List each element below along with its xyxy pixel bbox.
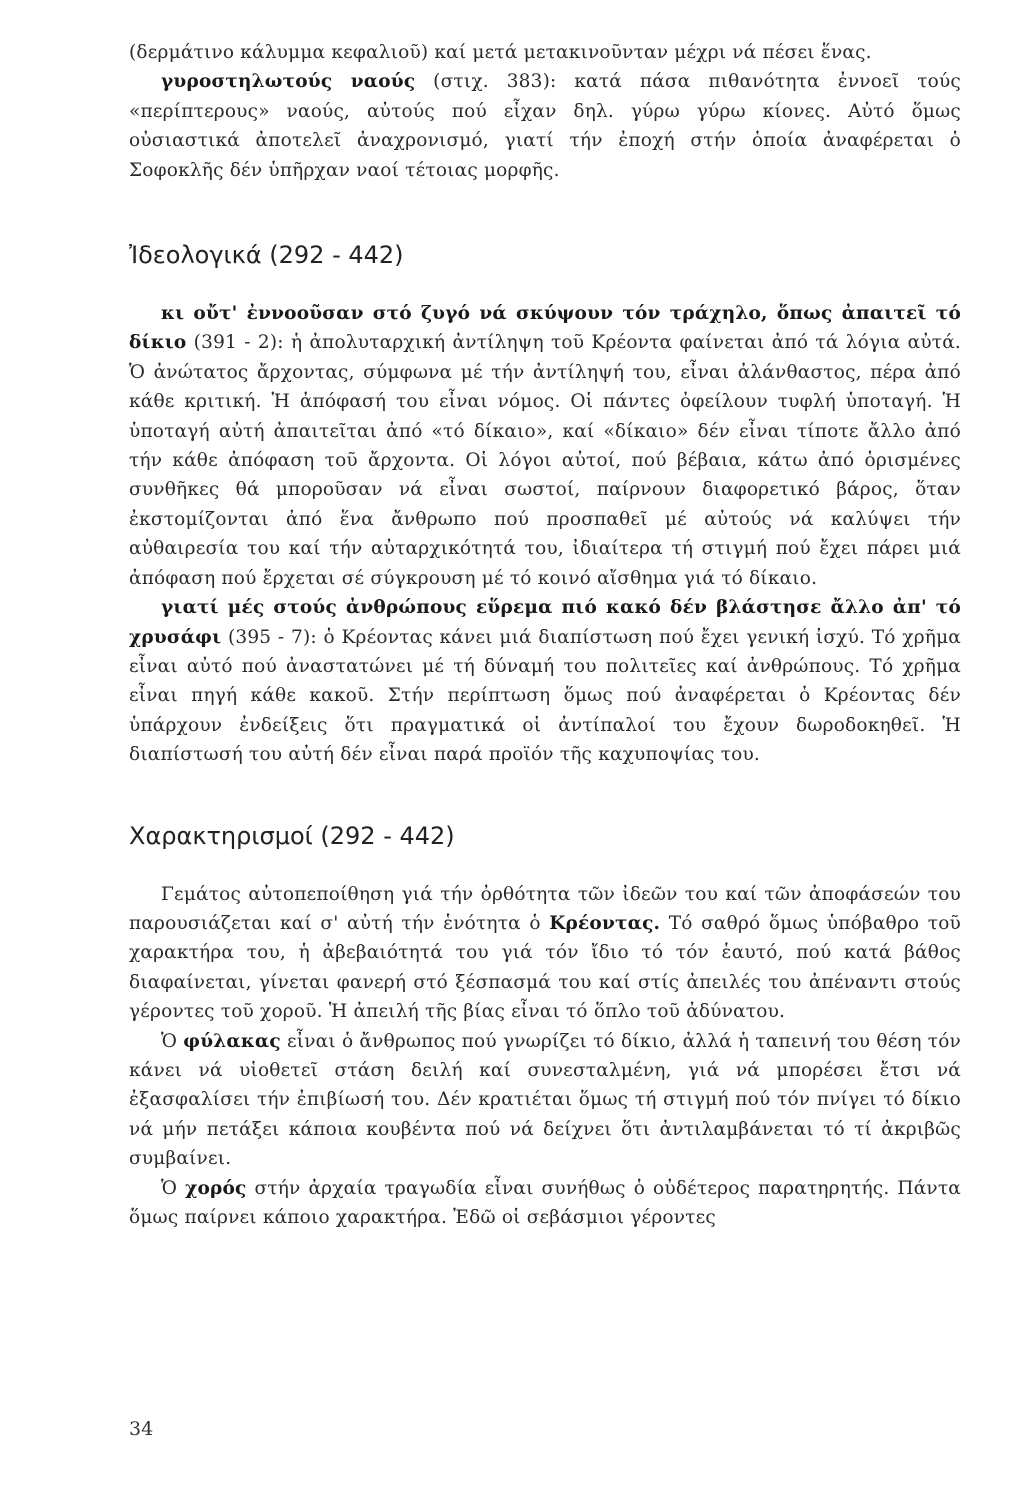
- gloss-paragraph-naous: [129, 67, 961, 185]
- paragraph-text: στήν ἀρχαία τραγωδία εἶναι συνήθως ὁ οὐδέτερος παρατηρητής. Πάντα ὅμως παίρνει κάποιο χαρακτήρα. Ἐδῶ οἱ σεβάσμιοι γέροντες: [129, 1177, 961, 1228]
- intro-text: (δερμάτινο κάλυμμα κεφαλιοῦ) καί μετά μετακινοῦνταν μέχρι νά πέσει ἕνας.: [129, 42, 872, 63]
- paragraph-text: εἶναι ὁ ἄνθρωπος πού γνωρίζει τό δίκιο, ἀλλά ἡ ταπεινή του θέση τόν κάνει νά υἱοθετεῖ στάση δειλή καί συνεσταλμένη, γιά νά μπορέσει ἔτσι νά ἐξασφαλίσει τήν ἐπιβίωσή του. Δέν κρατιέται ὅμως τή στιγμή πού τόν πνίγει τό δίκιο νά μήν πετάξει κάποια κουβέντα πού νά δείχνει ὅτι ἀντιλαμβάνεται τό τί ἀκριβῶς συμβαίνει.: [129, 1030, 961, 1170]
- section-heading-ideological: Ἰδεολογικά (292 - 442): [129, 241, 404, 270]
- character-name: φύλακας: [183, 1030, 281, 1052]
- paragraph-text: Γεμάτος αὐτοπεποίθηση γιά τήν ὀρθότητα τῶν ἰδεῶν του καί τῶν ἀποφάσεών του παρουσιάζεται καί σ' αὐτή τήν ἑνότητα ὁ: [129, 883, 961, 934]
- paragraph-text: Ὁ: [161, 1177, 186, 1199]
- character-name: Κρέοντας.: [549, 912, 661, 934]
- ideological-paragraph-1: [129, 299, 961, 593]
- character-paragraph-chorus: [129, 1174, 961, 1233]
- section-heading-characterizations: Χαρακτηρισμοί (292 - 442): [129, 821, 455, 850]
- character-paragraph-guard: [129, 1027, 961, 1174]
- intro-line: [129, 38, 961, 67]
- quote-term: κι οὔτ' ἐννοοῦσαν στό ζυγό νά σκύψουν τόν τράχηλο, ὅπως ἀπαιτεῖ τό δίκιο: [129, 303, 961, 354]
- paragraph-text: Τό σαθρό ὅμως ὑπόβαθρο τοῦ χαρακτήρα του, ἡ ἀβεβαιότητά του γιά τόν ἴδιο τό τόν ἑαυτό, πού κατά βάθος διαφαίνεται, γίνεται φανερή στό ξέσπασμά του καί στίς ἀπειλές του ἀπέναντι στούς γέροντες τοῦ χοροῦ. Ἡ ἀπειλή τῆς βίας εἶναι τό ὅπλο τοῦ ἀδύνατου.: [129, 912, 961, 1023]
- character-paragraph-kreon: [129, 880, 961, 1027]
- character-name: χορός: [185, 1177, 247, 1199]
- quote-commentary: (395 - 7): ὁ Κρέοντας κάνει μιά διαπίστωση πού ἔχει γενική ἰσχύ. Τό χρῆμα εἶναι αὐτό πού ἀναστατώνει μέ τή δύναμή του πολιτεῖες καί ἀνθρώπους. Τό χρῆμα εἶναι πηγή κάθε κακοῦ. Στήν περίπτωση ὅμως πού ἀναφέρεται ὁ Κρέοντας δέν ὑπάρχουν ἐνδείξεις ὅτι πραγματικά οἱ ἀντίπαλοί του ἔχουν δωροδοκηθεῖ. Ἡ διαπίστωσή του αὐτή δέν εἶναι παρά προϊόν τῆς καχυποψίας του.: [129, 626, 961, 766]
- paragraph-text: Ὁ: [161, 1030, 184, 1052]
- quote-term: γιατί μές στούς ἀνθρώπους εὕρεμα πιό κακό δέν βλάστησε ἄλλο ἀπ' τό χρυσάφι: [129, 597, 961, 648]
- quote-commentary: (391 - 2): ἡ ἀπολυταρχική ἀντίληψη τοῦ Κρέοντα φαίνεται ἀπό τά λόγια αὐτά. Ὁ ἀνώτατος ἄρχοντας, σύμφωνα μέ τήν ἀντίληψή του, εἶναι ἀλάνθαστος, πέρα ἀπό κάθε κριτική. Ἡ ἀπόφασή του εἶναι νόμος. Οἱ πάντες ὀφείλουν τυφλή ὑποταγή. Ἡ ὑποταγή αὐτή ἀπαιτεῖται ἀπό «τό δίκαιο», καί «δίκαιο» δέν εἶναι τίποτε ἄλλο ἀπό τήν κάθε ἀπόφαση τοῦ ἄρχοντα. Οἱ λόγοι αὐτοί, πού βέβαια, κάτω ἀπό ὁρισμένες συνθῆκες θά μποροῦσαν νά εἶναι σωστοί, παίρνουν διαφορετικό βάρος, ὅταν ἐκστομίζονται ἀπό ἕνα ἄνθρωπο πού προσπαθεῖ μέ αὐτούς νά καλύψει τήν αὐθαιρεσία του καί τήν αὐταρχικότητά του, ἰδιαίτερα τή στιγμή πού ἔχει πάρει μιά ἀπόφαση πού ἔρχεται σέ σύγκρουση μέ τό κοινό αἴσθημα γιά τό δίκαιο.: [129, 332, 961, 589]
- page-number: 34: [129, 1418, 154, 1440]
- ideological-paragraph-2: [129, 593, 961, 769]
- page-body: [129, 38, 961, 1232]
- gloss-term: γυροστηλωτούς ναούς: [161, 71, 416, 93]
- gloss-text: (στιχ. 383): κατά πάσα πιθανότητα ἐννοεῖ τούς «περίπτερους» ναούς, αὐτούς πού εἶχαν δηλ. γύρω γύρω κίονες. Αὐτό ὅμως οὐσιαστικά ἀποτελεῖ ἀναχρονισμό, γιατί τήν ἐποχή στήν ὁποία ἀναφέρεται ὁ Σοφοκλῆς δέν ὑπῆρχαν ναοί τέτοιας μορφῆς.: [129, 71, 961, 181]
